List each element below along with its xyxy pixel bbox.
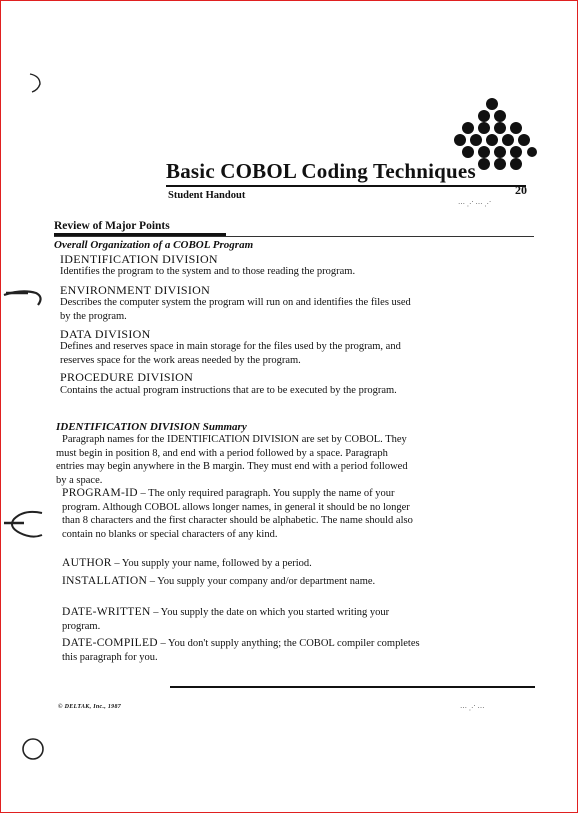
paragraph-program-id	[62, 487, 418, 541]
paragraph-date-compiled	[62, 637, 422, 664]
division-name-procedure: PROCEDURE DIVISION	[60, 370, 194, 384]
binder-hole-circle-bottom	[20, 736, 46, 762]
title-rule	[166, 185, 526, 187]
paragraph-name-author: AUTHOR	[62, 557, 112, 569]
division-desc-environment: Describes the computer system the program will run on and identifies the files used by the program.	[60, 297, 411, 322]
paragraph-name-installation: INSTALLATION	[62, 575, 148, 587]
identification-summary-heading: IDENTIFICATION DIVISION Summary	[56, 421, 247, 433]
scan-noise-mark-top: ⋯ ⋰ ⋯ ⋰	[458, 200, 492, 208]
paragraph-name-date-compiled: DATE-COMPILED	[62, 637, 158, 649]
division-name-data: DATA DIVISION	[60, 327, 151, 341]
scan-noise-mark: ⋯ ⋰ ⋯	[460, 704, 485, 712]
section-rule	[54, 236, 534, 237]
division-name-identification: IDENTIFICATION DIVISION	[60, 252, 218, 266]
paragraph-text-author: – You supply your name, followed by a period.	[111, 558, 312, 569]
division-name-environment: ENVIRONMENT DIVISION	[60, 283, 211, 297]
paragraph-name-program-id: PROGRAM-ID	[62, 487, 138, 499]
paragraph-text-date-written: – You supply the date on which you started writing your program.	[62, 607, 390, 632]
footer-rule	[170, 686, 535, 688]
page-number: 20	[515, 183, 527, 197]
division-desc-procedure: Contains the actual program instructions that are to be executed by the program.	[60, 385, 397, 396]
review-heading: Review of Major Points	[54, 220, 170, 232]
division-desc-identification: Identifies the program to the system and to those reading the program.	[60, 266, 356, 277]
paragraph-date-written	[62, 606, 412, 633]
document-subtitle: Student Handout	[168, 190, 246, 201]
binder-hole-mark-middle	[2, 285, 46, 311]
paragraph-author	[62, 557, 418, 571]
paragraph-installation	[62, 575, 402, 589]
document-title: Basic COBOL Coding Techniques	[166, 159, 476, 183]
binder-hole-mark-lower	[2, 505, 46, 545]
division-desc-data: Defines and reserves space in main storage for the files used by the program, and reserves space for the work areas needed by the program.	[60, 341, 401, 366]
copyright-footer: © DELTAK, Inc., 1987	[58, 704, 122, 710]
identification-summary-intro: Paragraph names for the IDENTIFICATION DIVISION are set by COBOL. They must begin in position 8, and end with a period followed by a space. Paragraph entries may begin anywhere in the B margin. They must end with a period followed by a space.	[56, 434, 408, 486]
paragraph-text-date-compiled: – You don't supply anything; the COBOL compiler completes this paragraph for you.	[62, 638, 420, 663]
paragraph-name-date-written: DATE-WRITTEN	[62, 606, 151, 618]
overall-organization-heading: Overall Organization of a COBOL Program	[54, 239, 254, 251]
binder-hole-mark-top	[26, 70, 46, 96]
paragraph-text-program-id: – The only required paragraph. You supply the name of your program. Although COBOL allows longer names, in general it should be no longer than 8 characters and the first character should be alphabetic. The name should also contain no blanks or special characters of any kind.	[62, 488, 413, 540]
paragraph-text-installation: – You supply your company and/or department name.	[147, 576, 376, 587]
